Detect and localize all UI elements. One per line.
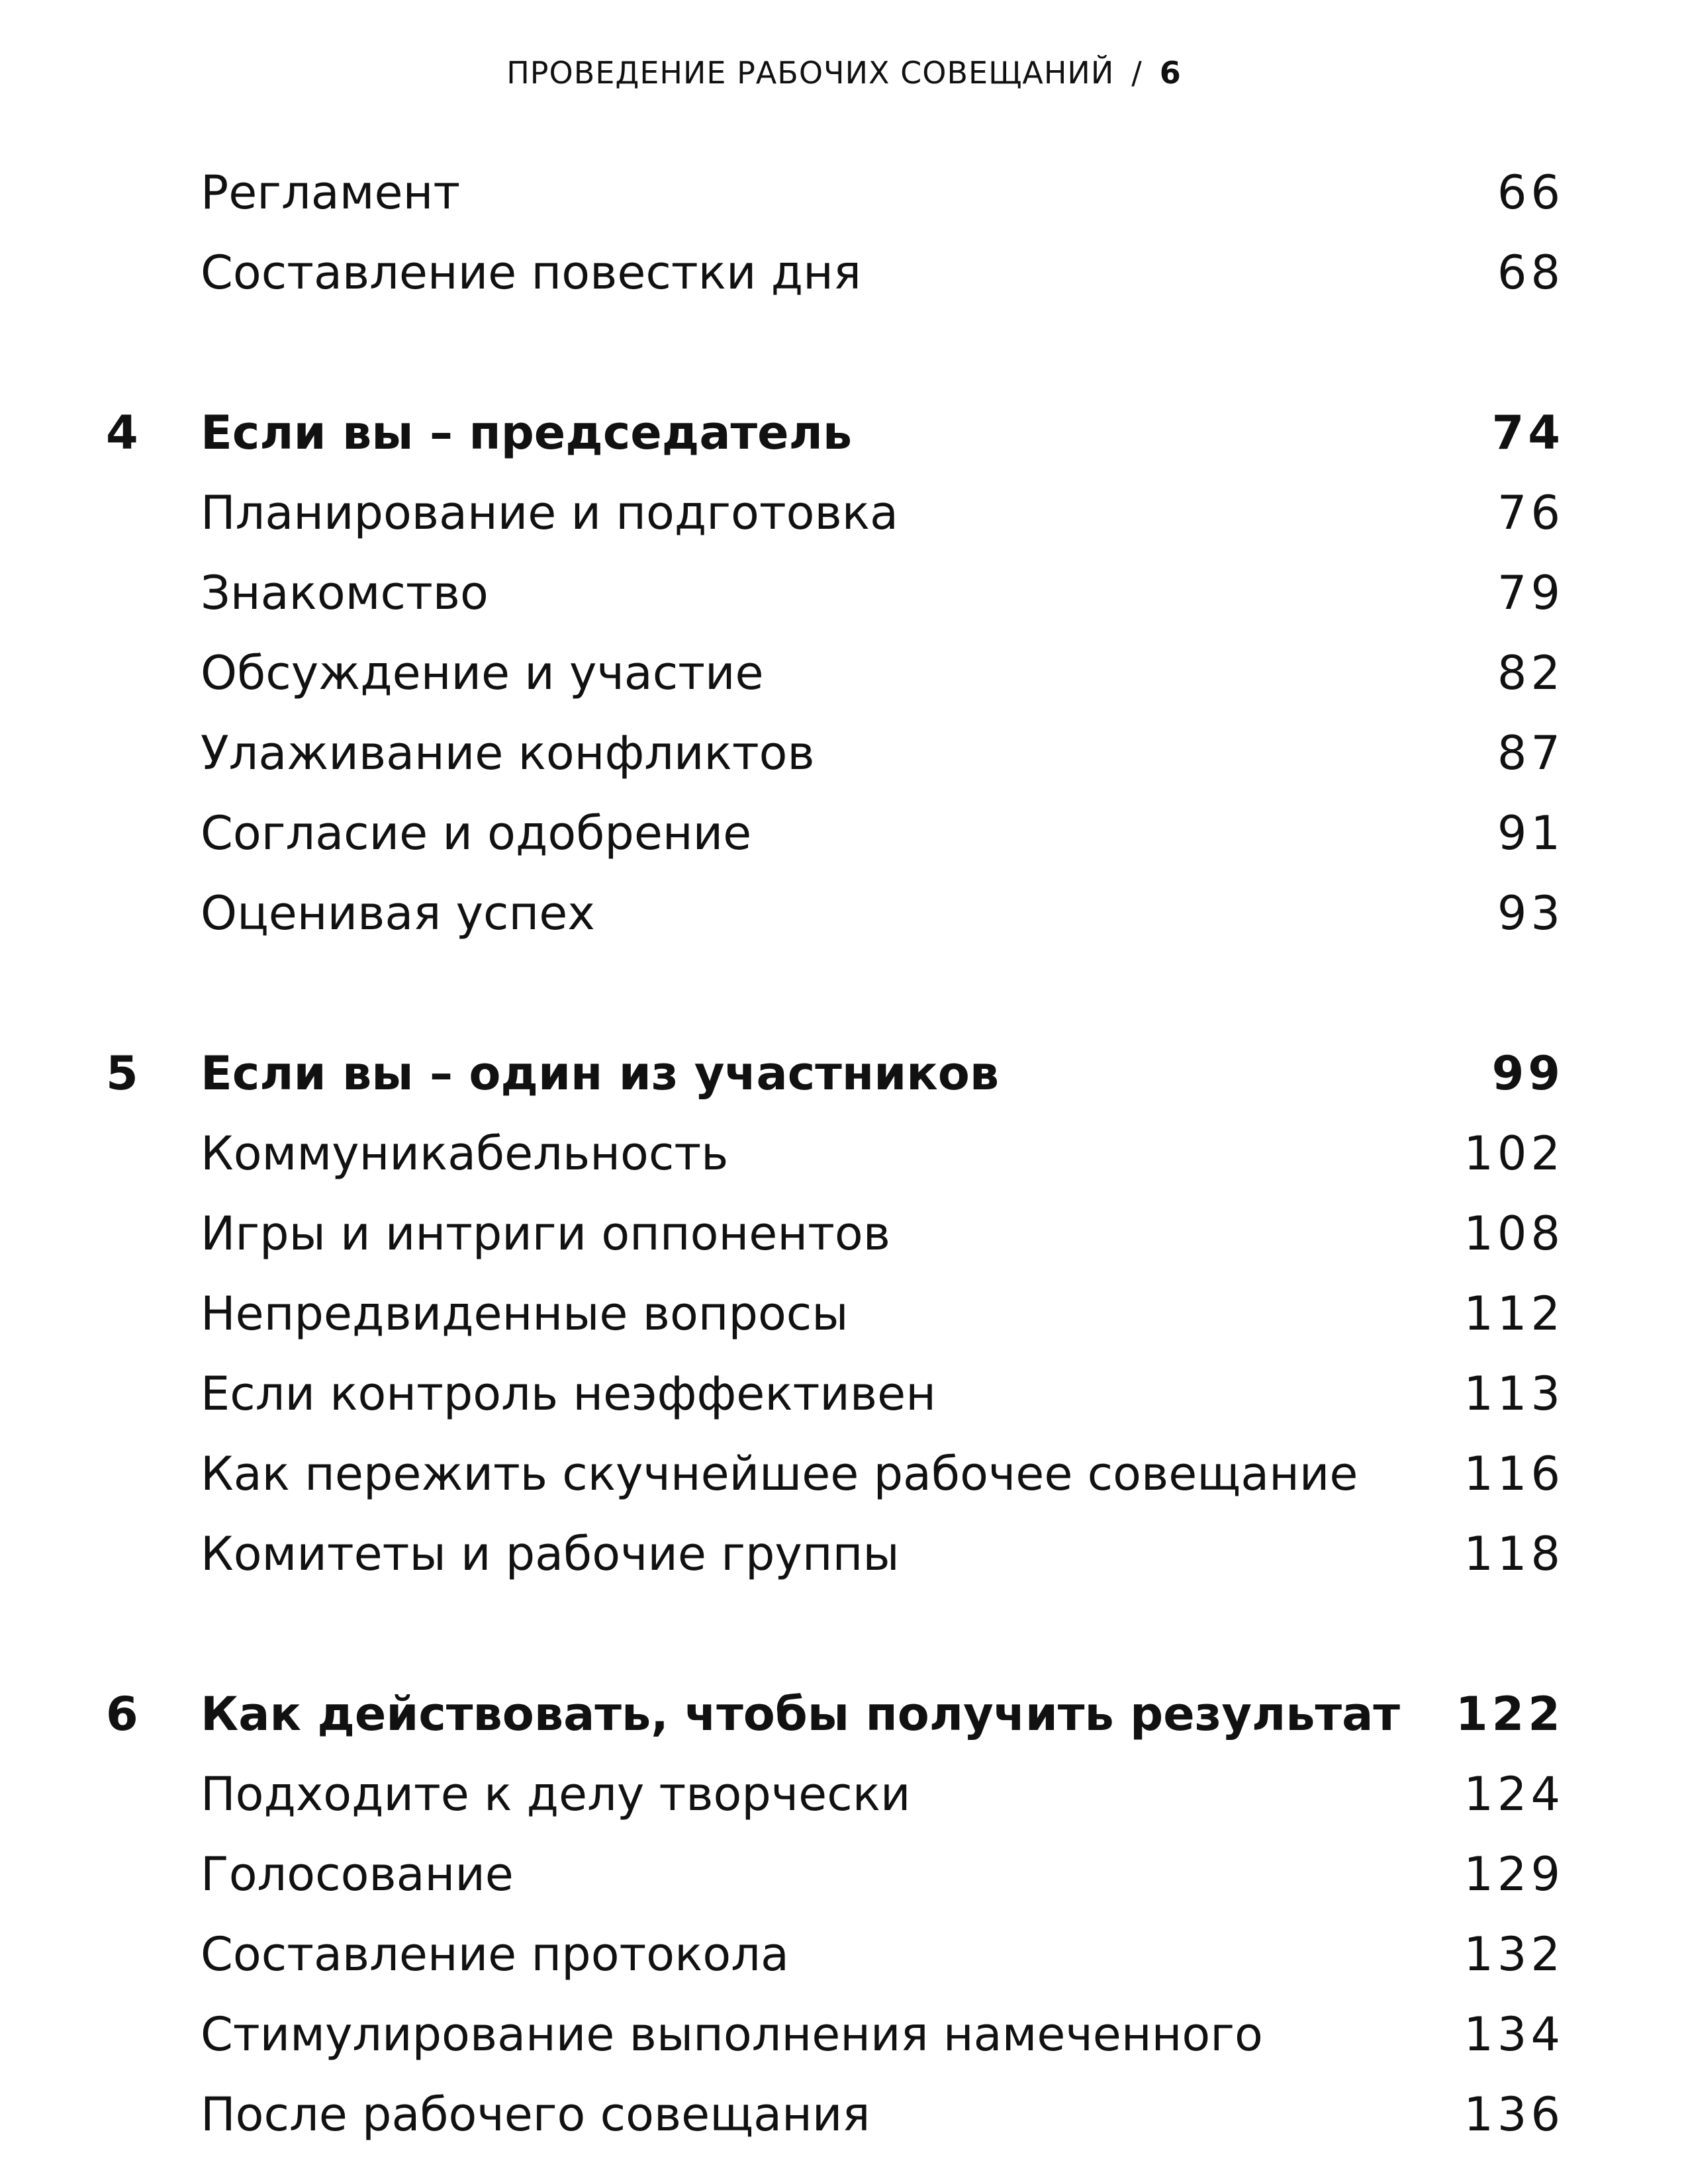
- toc-entry[interactable]: [0, 717, 1688, 790]
- toc-entry-page: 93: [1497, 886, 1564, 940]
- toc-chapter-number: 4: [106, 406, 138, 460]
- running-header-page-number: 6: [1159, 55, 1182, 91]
- toc-entry[interactable]: [0, 797, 1688, 870]
- toc-entry-title: Обсуждение и участие: [201, 646, 764, 700]
- toc-entry-page: 116: [1464, 1447, 1564, 1501]
- toc-entry-page: 68: [1497, 246, 1564, 300]
- toc-chapter-page: 74: [1491, 406, 1564, 460]
- toc-entry-title: Знакомство: [201, 566, 489, 620]
- toc-entry-title: Согласие и одобрение: [201, 806, 752, 860]
- toc-entry-page: 91: [1497, 806, 1564, 860]
- toc-entry-title: Подходите к делу творчески: [201, 1767, 911, 1821]
- toc-entry[interactable]: [0, 1918, 1688, 1991]
- toc-entry-page: 82: [1497, 646, 1564, 700]
- toc-entry[interactable]: [0, 1518, 1688, 1590]
- toc-entry[interactable]: [0, 1197, 1688, 1270]
- toc-entry-title: Как пережить скучнейшее рабочее совещание: [201, 1447, 1358, 1501]
- toc-entry[interactable]: [0, 637, 1688, 709]
- toc-entry-page: 79: [1497, 566, 1564, 620]
- toc-chapter-heading[interactable]: [0, 396, 1688, 469]
- toc-entry[interactable]: [0, 236, 1688, 309]
- toc-entry-title: Улаживание конфликтов: [201, 726, 815, 780]
- toc-entry[interactable]: [0, 477, 1688, 549]
- toc-entry[interactable]: [0, 1758, 1688, 1831]
- toc-entry-title: Регламент: [201, 165, 461, 220]
- toc-chapter-page: 122: [1455, 1687, 1564, 1741]
- toc-entry[interactable]: [0, 156, 1688, 229]
- toc-entry-page: 108: [1464, 1206, 1564, 1261]
- toc-entry[interactable]: [0, 557, 1688, 629]
- toc-entry-page: 87: [1497, 726, 1564, 780]
- toc-entry-page: 76: [1497, 486, 1564, 540]
- toc-entry-page: 134: [1464, 2007, 1564, 2062]
- toc-entry[interactable]: [0, 1117, 1688, 1190]
- toc-entry-page: 132: [1464, 1927, 1564, 1981]
- toc-entry[interactable]: [0, 2078, 1688, 2151]
- toc-entry-page: 112: [1464, 1287, 1564, 1341]
- toc-chapter-page: 99: [1491, 1046, 1564, 1101]
- toc-entry-title: Если контроль неэффективен: [201, 1367, 937, 1421]
- toc-entry-title: Непредвиденные вопросы: [201, 1287, 849, 1341]
- toc-entry-title: Оценивая успех: [201, 886, 595, 940]
- toc-entry-page: 118: [1464, 1527, 1564, 1581]
- toc-entry-title: После рабочего совещания: [201, 2087, 870, 2142]
- toc-entry-page: 129: [1464, 1847, 1564, 1901]
- toc-entry-title: Составление повестки дня: [201, 246, 861, 300]
- toc-entry-title: Планирование и подготовка: [201, 486, 898, 540]
- toc-entry[interactable]: [0, 1998, 1688, 2071]
- running-header-title: ПРОВЕДЕНИЕ РАБОЧИХ СОВЕЩАНИЙ: [506, 55, 1115, 91]
- toc-chapter-title: Если вы – председатель: [201, 406, 853, 460]
- toc-chapter-title: Как действовать, чтобы получить результат: [201, 1687, 1400, 1741]
- toc-entry-title: Комитеты и рабочие группы: [201, 1527, 900, 1581]
- toc-entry-title: Составление протокола: [201, 1927, 789, 1981]
- toc-entry-page: 113: [1464, 1367, 1564, 1421]
- toc-entry-title: Голосование: [201, 1847, 514, 1901]
- toc-entry[interactable]: [0, 1437, 1688, 1510]
- toc-chapter-heading[interactable]: [0, 1037, 1688, 1110]
- toc-entry-page: 102: [1464, 1126, 1564, 1181]
- toc-entry[interactable]: [0, 1838, 1688, 1911]
- toc-entry[interactable]: [0, 1357, 1688, 1430]
- toc-entry-page: 124: [1464, 1767, 1564, 1821]
- toc-chapter-number: 5: [106, 1046, 138, 1101]
- toc-entry-title: Коммуникабельность: [201, 1126, 729, 1181]
- toc-entry-title: Игры и интриги оппонентов: [201, 1206, 890, 1261]
- toc-entry-title: Стимулирование выполнения намеченного: [201, 2007, 1263, 2062]
- toc-entry[interactable]: [0, 1277, 1688, 1350]
- toc-entry[interactable]: [0, 877, 1688, 950]
- toc-chapter-number: 6: [106, 1687, 138, 1741]
- toc-entry-page: 136: [1464, 2087, 1564, 2142]
- toc-chapter-heading[interactable]: [0, 1678, 1688, 1751]
- toc-chapter-title: Если вы – один из участников: [201, 1046, 1000, 1101]
- toc-entry-page: 66: [1497, 165, 1564, 220]
- running-header-separator: /: [1131, 55, 1143, 91]
